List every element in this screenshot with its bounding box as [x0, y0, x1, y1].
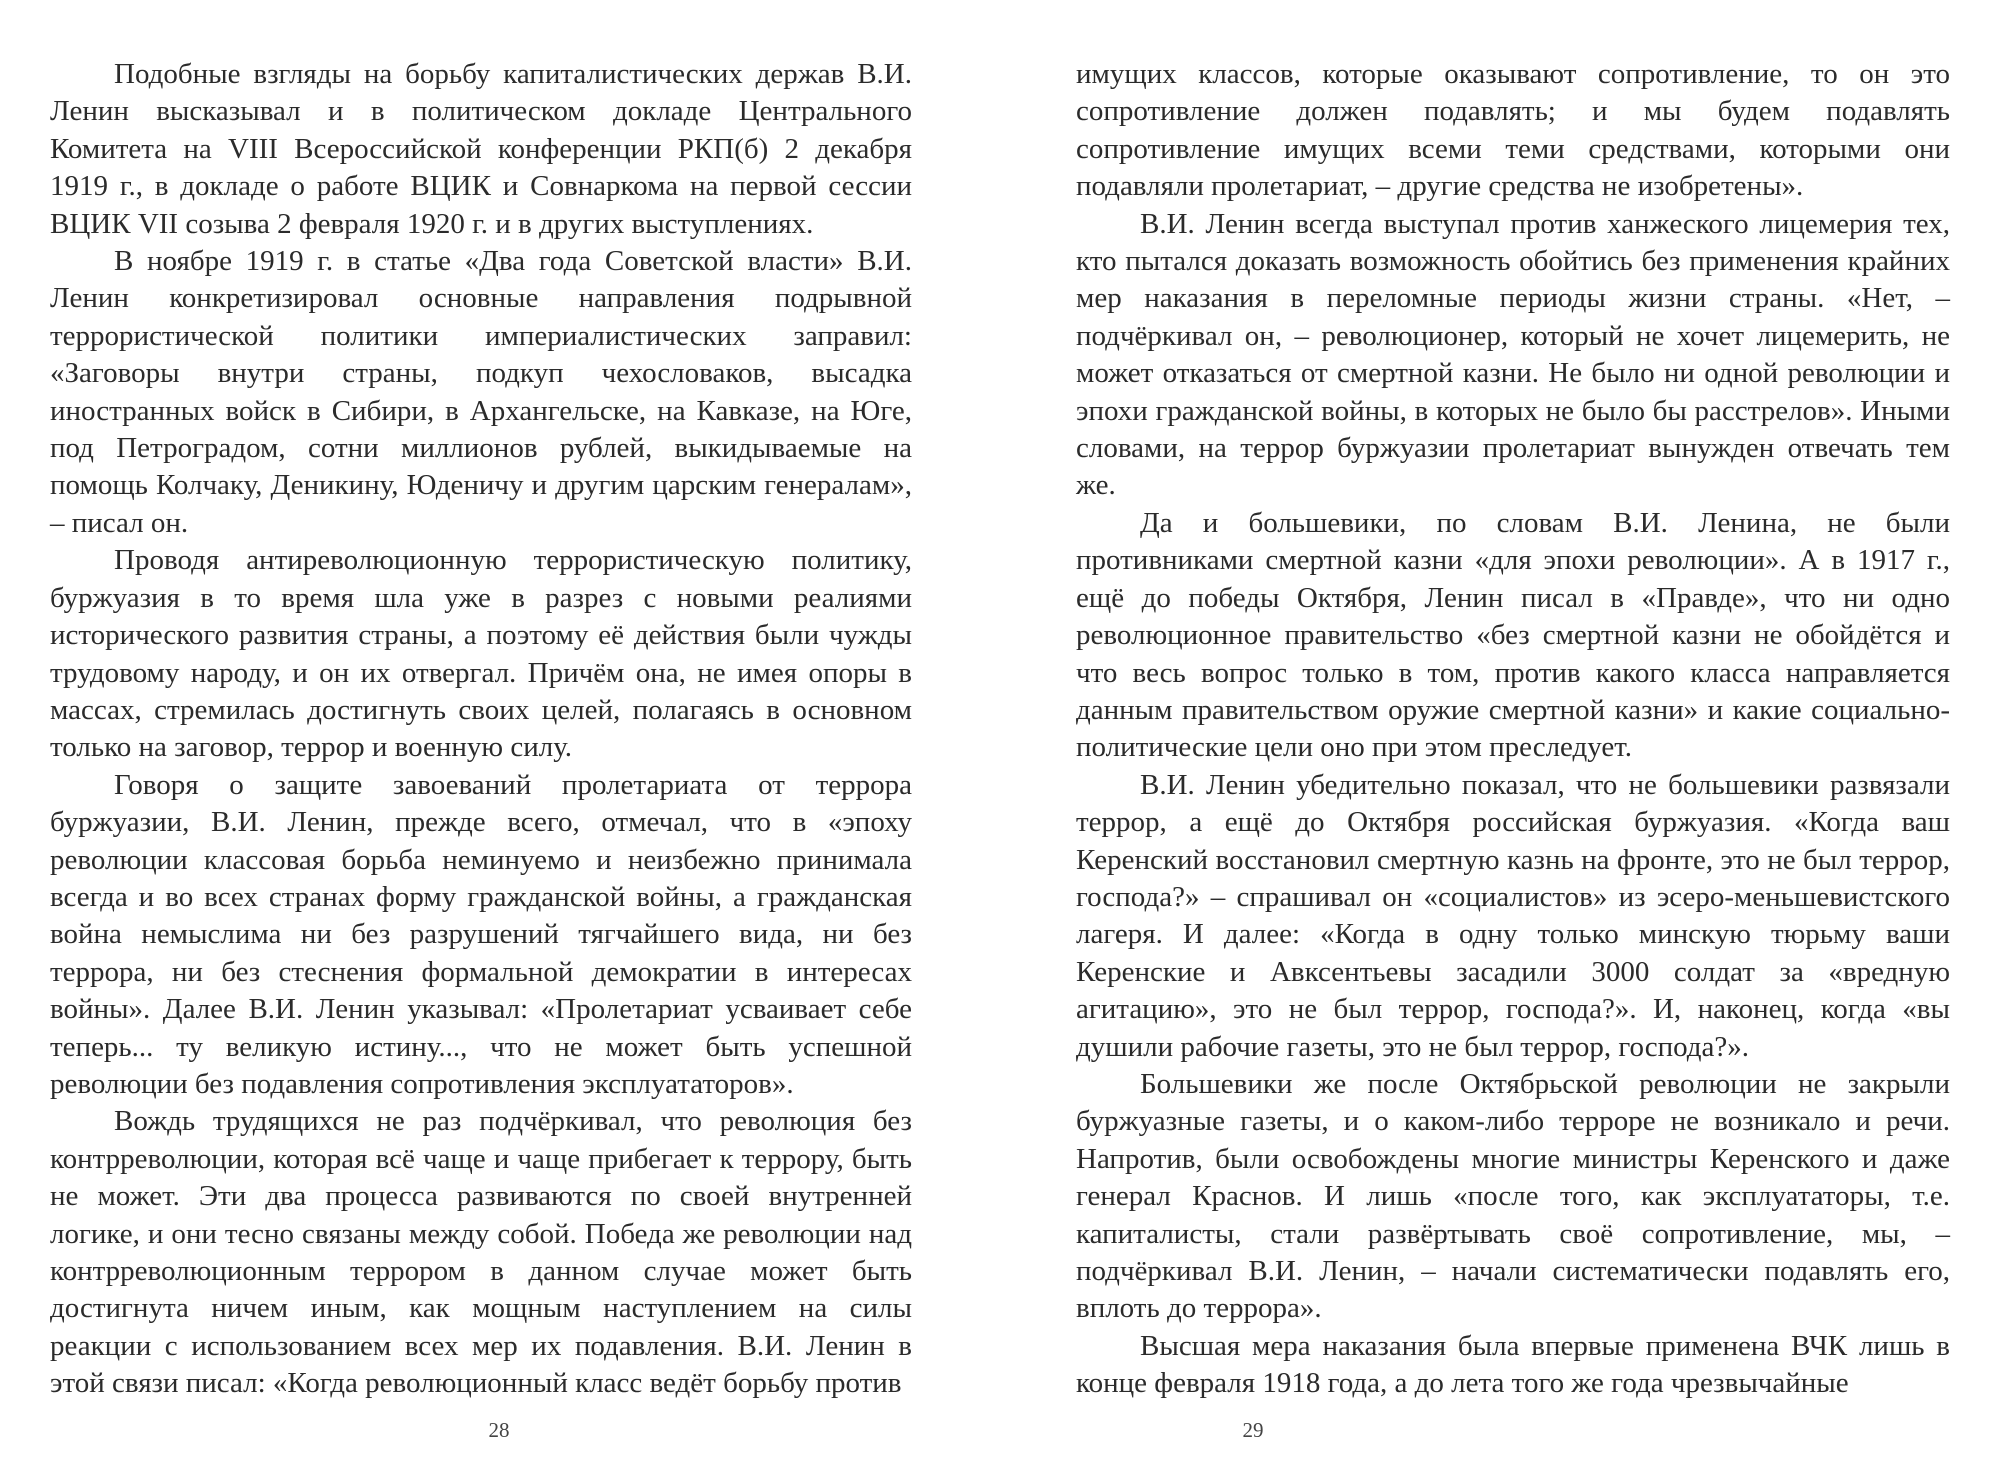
left-page: [50, 56, 912, 1442]
left-paragraph-2: В ноябре 1919 г. в статье «Два года Советской власти» В.И. Ленин конкретизировал основные направления подрывной террористической политики империалистических заправил: «Заговоры внутри страны, подкуп чехословаков, высадка иностранных войск в Сибири, в Архангельске, на Кавказе, на Юге, под Петроградом, сотни миллионов рублей, выкидываемые на помощь Колчаку, Деникину, Юденичу и другим царским генералам», – писал он.: [50, 245, 912, 539]
right-paragraph-5: Высшая мера наказания была впервые применена ВЧК лишь в конце февраля 1918 года, а до лета того же года чрезвычайные: [1076, 1329, 1950, 1400]
right-paragraph-4: Большевики же после Октябрьской революции не закрыли буржуазные газеты, и о каком-либо терроре не возникало и речи. Напротив, были освобождены многие министры Керенского и даже генерал Краснов. И лишь «после того, как эксплуататоры, т.е. капиталисты, стали развёртывать своё сопротивление, мы, – подчёркивал В.И. Ленин, – начали систематически подавлять его, вплоть до террора».: [1076, 1067, 1950, 1325]
left-paragraph-3: Проводя антиреволюционную террористическую политику, буржуазия в то время шла уже в разрез с новыми реалиями исторического развития страны, а поэтому её действия были чужды трудовому народу, и он их отвергал. Причём она, не имея опоры в массах, стремилась достигнуть своих целей, полагаясь в основном только на заговор, террор и военную силу.: [50, 544, 912, 764]
left-paragraph-5: Вождь трудящихся не раз подчёркивал, что революция без контрреволюции, которая всё чаще и чаще прибегает к террору, быть не может. Эти два процесса развиваются по своей внутренней логике, и они тесно связаны между собой. Победа же революции над контрреволюционным террором в данном случае может быть достигнута ничем иным, как мощным наступлением на силы реакции с использованием всех мер их подавления. В.И. Ленин в этой связи писал: «Когда революционный класс ведёт борьбу против: [50, 1105, 912, 1400]
left-paragraph-1: Подобные взгляды на борьбу капиталистических держав В.И. Ленин высказывал и в политическом докладе Центрального Комитета на VIII Всероссийской конференции РКП(б) 2 декабря 1919 г., в докладе о работе ВЦИК и Совнаркома на первой сессии ВЦИК VII созыва 2 февраля 1920 г. и в других выступлениях.: [50, 58, 912, 240]
left-page-text: [50, 56, 912, 1403]
right-paragraph-1: В.И. Ленин всегда выступал против ханжеского лицемерия тех, кто пытался доказать возможность обойтись без применения крайних мер наказания в переломные периоды жизни страны. «Нет, – подчёркивал он, – революционер, который не хочет лицемерить, не может отказаться от смертной казни. Не было ни одной революции и эпохи гражданской войны, в которых не было бы расстрелов». Иными словами, на террор буржуазии пролетариат вынужден отвечать тем же.: [1076, 207, 1950, 502]
right-paragraph-3: В.И. Ленин убедительно показал, что не большевики развязали террор, а ещё до Октября российская буржуазия. «Когда ваш Керенский восстановил смертную казнь на фронте, это не был террор, господа?» – спрашивал он «социалистов» из эсеро-меньшевистского лагеря. И далее: «Когда в одну только минскую тюрьму ваши Керенские и Авксентьевы засадили 3000 солдат за «вредную агитацию», это не был террор, господа?». И, наконец, когда «вы душили рабочие газеты, это не был террор, господа?».: [1076, 768, 1950, 1063]
right-page: [1076, 56, 1950, 1442]
right-continuation-paragraph: имущих классов, которые оказывают сопротивление, то он это сопротивление должен подавлять; и мы будем подавлять сопротивление имущих всеми теми средствами, которыми они подавляли пролетариат, – другие средства не изобретены».: [1076, 58, 1950, 203]
left-paragraph-4: Говоря о защите завоеваний пролетариата от террора буржуазии, В.И. Ленин, прежде всего, отмечал, что в «эпоху революции классовая борьба неминуемо и неизбежно принимала всегда и во всех странах форму гражданской войны, а гражданская война немыслима ни без разрушений тягчайшего вида, ни без террора, ни без стеснения формальной демократии в интересах войны». Далее В.И. Ленин указывал: «Пролетариат усваивает себе теперь... ту великую истину..., что не может быть успешной революции без подавления сопротивления эксплуататоров».: [50, 768, 912, 1100]
right-page-text: [1076, 56, 1950, 1403]
right-page-number: 29: [1242, 1418, 1264, 1442]
right-paragraph-2: Да и большевики, по словам В.И. Ленина, не были противниками смертной казни «для эпохи революции». А в 1917 г., ещё до победы Октября, Ленин писал в «Правде», что ни одно революционное правительство «без смертной казни не обойдётся и что весь вопрос только в том, против какого класса направляется данным правительством оружие смертной казни» и какие социально-политические цели оно при этом преследует.: [1076, 506, 1950, 764]
left-page-number: 28: [488, 1418, 510, 1442]
